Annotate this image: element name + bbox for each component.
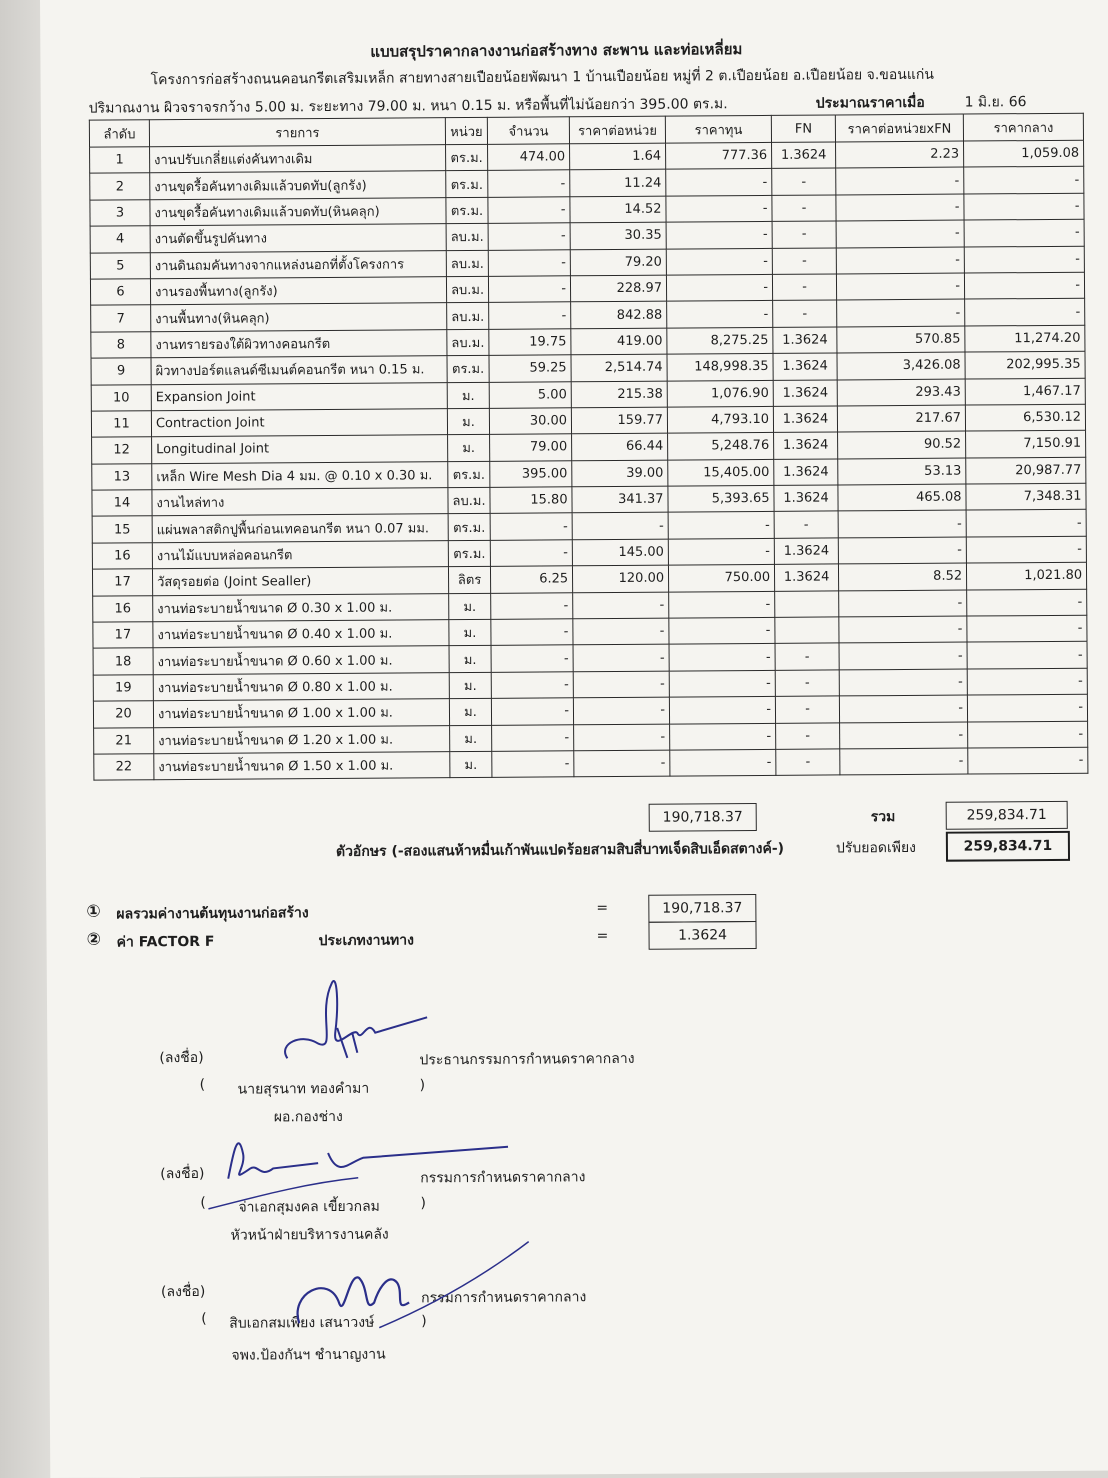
signer-name-3: สิบเอกสมเพียง เสนาวงษ์ — [229, 1314, 375, 1332]
cell-unit-price-fn: - — [839, 590, 967, 617]
cell-unit: ตร.ม. — [448, 540, 490, 567]
cell-row-no: 6 — [90, 279, 150, 306]
summary-item-2-eq: = — [596, 928, 609, 945]
cell-median-price: - — [967, 642, 1087, 669]
cell-row-no: 8 — [91, 331, 151, 358]
cell-fn: 1.3624 — [775, 564, 839, 591]
cell-cost: - — [670, 749, 776, 776]
cell-row-no: 16 — [93, 595, 153, 622]
cell-unit-price-fn: 3,426.08 — [837, 352, 965, 379]
cell-quantity: - — [491, 619, 573, 646]
cell-item-name: งานท่อระบายน้ำขนาด Ø 0.40 x 1.00 ม. — [153, 620, 449, 648]
cell-item-name: งานท่อระบายน้ำขนาด Ø 1.50 x 1.00 ม. — [154, 752, 450, 780]
cell-median-price: - — [968, 747, 1088, 774]
document-page — [40, 0, 1108, 1478]
cost-total: 190,718.37 — [649, 803, 757, 832]
cell-unit: ตร.ม. — [446, 197, 488, 224]
cell-row-no: 13 — [92, 463, 152, 490]
cell-fn — [775, 591, 839, 618]
table-row — [94, 747, 1088, 780]
cell-item-name: งานทรายรองใต้ผิวทางคอนกรีต — [151, 329, 447, 357]
cell-row-no: 11 — [91, 411, 151, 438]
cell-item-name: Expansion Joint — [151, 382, 447, 410]
cell-item-name: งานพื้นทาง(หินคลุก) — [151, 303, 447, 331]
cell-cost: - — [669, 670, 775, 697]
cell-unit-price-fn: - — [838, 537, 966, 564]
cell-row-no: 17 — [92, 569, 152, 596]
summary-item-2-label: ค่า FACTOR F — [116, 933, 215, 951]
cell-unit-price-fn: - — [838, 511, 966, 538]
cell-unit-price: - — [574, 724, 670, 751]
cell-quantity: - — [492, 751, 574, 778]
cell-unit-price-fn: 8.52 — [839, 563, 967, 590]
col-header-item: รายการ — [149, 118, 445, 147]
cell-fn: - — [776, 723, 840, 750]
cell-cost: - — [666, 195, 772, 222]
cell-fn: 1.3624 — [773, 353, 837, 380]
cell-median-price: 202,995.35 — [965, 351, 1085, 378]
cell-quantity: - — [488, 223, 570, 250]
cell-fn: - — [772, 221, 836, 248]
cell-median-price: - — [967, 694, 1087, 721]
table-body — [90, 140, 1088, 780]
cell-unit: ม. — [450, 725, 492, 752]
cell-unit-price-fn: 293.43 — [837, 379, 965, 406]
name-close-2: ) — [420, 1195, 426, 1212]
col-header-median-price: ราคากลาง — [963, 113, 1083, 141]
cell-fn: 1.3624 — [773, 406, 837, 433]
estimate-date — [816, 91, 1027, 114]
cell-quantity: - — [490, 513, 572, 540]
cell-median-price: - — [964, 193, 1084, 220]
cell-row-no: 19 — [93, 675, 153, 702]
position-2: หัวหน้าฝ่ายบริหารงานคลัง — [230, 1226, 389, 1244]
cell-cost: 5,248.76 — [668, 433, 774, 460]
name-open-2: ( — [200, 1194, 206, 1211]
cell-median-price: - — [967, 589, 1087, 616]
cell-unit: ลบ.ม. — [446, 224, 488, 251]
summary-item-2-type: ประเภทงานทาง — [318, 932, 415, 950]
cell-unit: ลบ.ม. — [448, 487, 490, 514]
cell-quantity: - — [488, 249, 570, 276]
cell-cost: - — [666, 169, 772, 196]
cell-row-no: 16 — [92, 543, 152, 570]
cell-item-name: วัสดุรอยต่อ (Joint Sealler) — [152, 567, 448, 595]
cell-fn: 1.3624 — [774, 538, 838, 565]
cell-cost: 4,793.10 — [667, 406, 773, 433]
cell-unit: ลบ.ม. — [447, 303, 489, 330]
position-1: ผอ.กองช่าง — [273, 1108, 343, 1126]
col-header-no: ลำดับ — [89, 120, 149, 147]
cell-unit: ม. — [450, 751, 492, 778]
col-header-unit-price-fn: ราคาต่อหน่วยxFN — [835, 114, 963, 142]
sum-label: รวม — [870, 809, 896, 826]
cell-row-no: 15 — [92, 516, 152, 543]
cell-quantity: - — [488, 170, 570, 197]
cell-quantity: - — [489, 302, 571, 329]
cell-cost: - — [669, 697, 775, 724]
cell-quantity: 474.00 — [488, 144, 570, 171]
cell-item-name: งานท่อระบายน้ำขนาด Ø 1.00 x 1.00 ม. — [153, 699, 449, 727]
cell-cost: 15,405.00 — [668, 459, 774, 486]
price-table — [89, 113, 1089, 781]
signature-2-icon — [188, 1122, 519, 1214]
cell-median-price: - — [966, 536, 1086, 563]
cell-cost: 8,275.25 — [667, 327, 773, 354]
cell-item-name: งานขุดรื้อคันทางเดิมแล้วบดทับ(ลูกรัง) — [150, 171, 446, 199]
cell-item-name: งานตัดขึ้นรูปคันทาง — [150, 224, 446, 252]
cell-item-name: งานไหล่ทาง — [152, 488, 448, 516]
cell-row-no: 2 — [90, 173, 150, 200]
cell-median-price: 1,467.17 — [965, 378, 1085, 405]
cell-quantity: 79.00 — [490, 434, 572, 461]
cell-unit: ม. — [447, 408, 489, 435]
cell-unit-price: - — [572, 513, 668, 540]
cell-fn — [775, 617, 839, 644]
cell-unit-price-fn: - — [836, 273, 964, 300]
cell-row-no: 5 — [90, 252, 150, 279]
cell-unit-price: 159.77 — [571, 407, 667, 434]
cell-item-name: งานรองพื้นทาง(ลูกรัง) — [150, 277, 446, 305]
cell-item-name: Contraction Joint — [151, 409, 447, 437]
cell-quantity: - — [489, 276, 571, 303]
cell-unit-price: 120.00 — [573, 565, 669, 592]
name-open-3: ( — [201, 1310, 207, 1327]
signer-name-1: นายสุรนาท ทองคำมา — [237, 1080, 370, 1098]
cell-item-name: แผ่นพลาสติกปูพื้นก่อนเทคอนกรีต หนา 0.07 มม. — [152, 514, 448, 542]
cell-median-price: - — [967, 615, 1087, 642]
name-close-1: ) — [419, 1077, 426, 1094]
cell-unit-price: 341.37 — [572, 486, 668, 513]
cell-median-price: 1,021.80 — [967, 562, 1087, 589]
role-1: ประธานกรรมการกำหนดราคากลาง — [419, 1050, 635, 1069]
cell-row-no: 3 — [90, 200, 150, 227]
cell-unit: ม. — [448, 435, 490, 462]
cell-unit: ม. — [449, 619, 491, 646]
cell-item-name: ผิวทางปอร์ตแลนด์ซีเมนต์คอนกรีต หนา 0.15 ม. — [151, 356, 447, 384]
cell-unit-price-fn: - — [836, 167, 964, 194]
cell-unit-price: - — [573, 618, 669, 645]
summary-item-1-label: ผลรวมค่างานต้นทุนงานก่อสร้าง — [116, 905, 309, 923]
summary-item-2-number: ② — [86, 929, 102, 950]
cell-unit-price: 419.00 — [571, 328, 667, 355]
cell-cost: - — [666, 274, 772, 301]
project-description: โครงการก่อสร้างถนนคอนกรีตเสริมเหล็ก สายทางสายเปือยน้อยพัฒนา 1 บ้านเปือยน้อย หมู่ที่ 2 ต.เปือยน้อย อ.เปือยน้อย จ.ขอนแก่น — [150, 66, 934, 89]
cell-unit-price: 30.35 — [570, 222, 666, 249]
cell-item-name: งานไม้แบบหล่อคอนกรีต — [152, 541, 448, 569]
cell-unit-price: - — [573, 645, 669, 672]
cell-unit: ตร.ม. — [446, 144, 488, 171]
cell-item-name: งานดินถมคันทางจากแหล่งนอกที่ตั้งโครงการ — [150, 250, 446, 278]
cell-item-name: งานท่อระบายน้ำขนาด Ø 0.80 x 1.00 ม. — [153, 672, 449, 700]
cell-median-price: - — [964, 272, 1084, 299]
position-3: จพง.ป้องกันฯ ชำนาญงาน — [231, 1346, 386, 1364]
cell-fn: - — [772, 168, 836, 195]
cell-cost: 777.36 — [666, 142, 772, 169]
cell-unit-price: 66.44 — [572, 433, 668, 460]
sign-label-1: (ลงชื่อ) — [159, 1049, 204, 1067]
cell-cost: - — [669, 644, 775, 671]
cell-cost: - — [666, 222, 772, 249]
cell-median-price: - — [968, 721, 1088, 748]
role-2: กรรมการกำหนดราคากลาง — [420, 1169, 586, 1187]
cell-quantity: 5.00 — [489, 381, 571, 408]
cell-median-price: - — [966, 510, 1086, 537]
sign-label-3: (ลงชื่อ) — [160, 1283, 206, 1301]
adjusted-label: ปรับยอดเพียง — [835, 839, 917, 857]
cell-unit-price: - — [573, 671, 669, 698]
cell-median-price: - — [964, 219, 1084, 246]
cell-unit-price: 1.64 — [570, 143, 666, 170]
summary-item-1-value: 190,718.37 — [648, 894, 756, 923]
cell-cost: 5,393.65 — [668, 485, 774, 512]
cell-fn: - — [774, 511, 838, 538]
cell-quantity: 19.75 — [489, 329, 571, 356]
cell-item-name: งานขุดรื้อคันทางเดิมแล้วบดทับ(หินคลุก) — [150, 197, 446, 225]
cell-quantity: - — [491, 698, 573, 725]
cell-unit: ลบ.ม. — [446, 250, 488, 277]
cell-fn: - — [776, 749, 840, 776]
cell-fn: 1.3624 — [774, 459, 838, 486]
cell-row-no: 22 — [94, 754, 154, 781]
cell-cost: - — [666, 248, 772, 275]
cell-median-price: 7,150.91 — [966, 431, 1086, 458]
cell-cost: 750.00 — [669, 565, 775, 592]
cell-median-price: 20,987.77 — [966, 457, 1086, 484]
estimate-date-value: 1 มิ.ย. 66 — [964, 94, 1027, 111]
cell-fn: - — [775, 643, 839, 670]
cell-row-no: 7 — [91, 305, 151, 332]
cell-unit-price-fn: - — [836, 194, 964, 221]
cell-median-price: - — [964, 246, 1084, 273]
cell-unit-price: 842.88 — [571, 301, 667, 328]
cell-fn: 1.3624 — [773, 379, 837, 406]
cell-fn: 1.3624 — [774, 485, 838, 512]
cell-median-price: - — [964, 167, 1084, 194]
cell-quantity: - — [491, 672, 573, 699]
cell-fn: - — [775, 670, 839, 697]
cell-unit-price: 2,514.74 — [571, 354, 667, 381]
cell-item-name: งานท่อระบายน้ำขนาด Ø 0.60 x 1.00 ม. — [153, 646, 449, 674]
summary-item-1-number: ① — [86, 901, 101, 922]
col-header-quantity: จำนวน — [487, 117, 569, 145]
cell-quantity: 30.00 — [489, 408, 571, 435]
col-header-unit: หน่วย — [445, 117, 487, 144]
cell-row-no: 18 — [93, 648, 153, 675]
adjusted-value: 259,834.71 — [946, 831, 1070, 862]
sign-label-2: (ลงชื่อ) — [160, 1165, 205, 1183]
cell-unit: ตร.ม. — [448, 461, 490, 488]
cell-cost: - — [670, 723, 776, 750]
cell-quantity: 395.00 — [490, 460, 572, 487]
cell-fn: - — [772, 248, 836, 275]
cell-quantity: - — [490, 540, 572, 567]
cell-cost: - — [668, 512, 774, 539]
cell-unit: ตร.ม. — [447, 355, 489, 382]
cell-row-no: 21 — [94, 727, 154, 754]
cell-unit-price: - — [573, 697, 669, 724]
cell-item-name: เหล็ก Wire Mesh Dia 4 มม. @ 0.10 x 0.30 ม. — [152, 461, 448, 489]
cell-row-no: 10 — [91, 384, 151, 411]
cell-item-name: งานท่อระบายน้ำขนาด Ø 1.20 x 1.00 ม. — [154, 725, 450, 753]
cell-unit-price: 228.97 — [571, 275, 667, 302]
sum-value: 259,834.71 — [946, 801, 1068, 830]
col-header-unit-price: ราคาต่อหน่วย — [569, 116, 665, 144]
cell-unit: ม. — [449, 646, 491, 673]
cell-unit-price: 14.52 — [570, 196, 666, 223]
cell-unit-price-fn: - — [839, 642, 967, 669]
cell-quantity: - — [488, 197, 570, 224]
cell-unit: ตร.ม. — [448, 514, 490, 541]
cell-quantity: - — [492, 724, 574, 751]
cell-cost: - — [667, 301, 773, 328]
cell-median-price: 11,274.20 — [965, 325, 1085, 352]
cell-unit-price-fn: - — [837, 299, 965, 326]
cell-row-no: 9 — [91, 358, 151, 385]
cell-unit-price-fn: - — [840, 748, 968, 775]
cell-unit: ลิตร — [448, 567, 490, 594]
cell-fn: - — [772, 274, 836, 301]
cell-unit: ม. — [449, 593, 491, 620]
cell-unit: ลบ.ม. — [446, 276, 488, 303]
cell-unit-price-fn: 2.23 — [836, 141, 964, 168]
signer-name-2: จ่าเอกสุมงคล เขี้ยวกลม — [238, 1198, 380, 1216]
cell-unit-price: 215.38 — [571, 381, 667, 408]
cell-cost: - — [668, 538, 774, 565]
cell-unit-price: - — [574, 750, 670, 777]
cell-item-name: งานท่อระบายน้ำขนาด Ø 0.30 x 1.00 ม. — [153, 593, 449, 621]
cell-unit-price-fn: 217.67 — [837, 405, 965, 432]
cell-unit-price-fn: - — [839, 669, 967, 696]
col-header-cost: ราคาทุน — [665, 115, 771, 143]
cell-quantity: - — [491, 592, 573, 619]
cell-item-name: Longitudinal Joint — [152, 435, 448, 463]
name-open-1: ( — [199, 1076, 206, 1093]
cell-unit-price-fn: 465.08 — [838, 484, 966, 511]
cell-unit-price-fn: - — [839, 616, 967, 643]
cell-median-price: - — [967, 668, 1087, 695]
cell-fn: 1.3624 — [772, 142, 836, 169]
cell-median-price: 1,059.08 — [964, 140, 1084, 167]
col-header-fn: FN — [771, 115, 835, 142]
cell-unit-price-fn: - — [839, 695, 967, 722]
role-3: กรรมการกำหนดราคากลาง — [421, 1289, 587, 1307]
cell-row-no: 17 — [93, 622, 153, 649]
cell-cost: 1,076.90 — [667, 380, 773, 407]
cell-unit-price: 145.00 — [572, 539, 668, 566]
cell-fn: - — [775, 696, 839, 723]
signature-1-icon — [277, 972, 438, 1093]
cell-row-no: 4 — [90, 226, 150, 253]
cell-unit-price: - — [573, 592, 669, 619]
document-title: แบบสรุปราคากลางงานก่อสร้างทาง สะพาน และท่อเหลี่ยม — [370, 40, 743, 61]
cell-unit-price: 79.20 — [570, 249, 666, 276]
cell-unit: ลบ.ม. — [447, 329, 489, 356]
cell-median-price: - — [965, 299, 1085, 326]
cell-fn: 1.3624 — [773, 327, 837, 354]
cell-unit: ม. — [449, 672, 491, 699]
cell-quantity: - — [491, 645, 573, 672]
cell-unit: ม. — [449, 699, 491, 726]
cell-quantity: 6.25 — [491, 566, 573, 593]
cell-row-no: 1 — [90, 147, 150, 174]
cell-median-price: 6,530.12 — [965, 404, 1085, 431]
cell-row-no: 12 — [92, 437, 152, 464]
cell-cost: - — [669, 591, 775, 618]
estimate-label: ประมาณราคาเมื่อ — [815, 94, 925, 112]
cell-median-price: 7,348.31 — [966, 483, 1086, 510]
cell-row-no: 20 — [93, 701, 153, 728]
name-close-3: ) — [421, 1313, 427, 1330]
amount-in-words: ตัวอักษร (-สองแสนห้าหมื่นเก้าพันแปดร้อยสามสิบสี่บาทเจ็ดสิบเอ็ดสตางค์-) — [335, 840, 785, 860]
cell-unit-price-fn: 90.52 — [838, 431, 966, 458]
cell-row-no: 14 — [92, 490, 152, 517]
cell-cost: 148,998.35 — [667, 354, 773, 381]
cell-fn: - — [772, 195, 836, 222]
cell-fn: 1.3624 — [774, 432, 838, 459]
cell-unit-price: 11.24 — [570, 170, 666, 197]
summary-item-2-value: 1.3624 — [648, 921, 756, 950]
cell-item-name: งานปรับเกลี่ยแต่งคันทางเดิม — [150, 145, 446, 173]
cell-cost: - — [669, 617, 775, 644]
summary-item-1-eq: = — [596, 900, 609, 917]
cell-unit-price-fn: - — [836, 220, 964, 247]
cell-unit: ม. — [447, 382, 489, 409]
work-quantity: ปริมาณงาน ผิวจราจรกว้าง 5.00 ม. ระยะทาง 79.00 ม. หนา 0.15 ม. หรือพื้นที่ไม่น้อยกว่า 395.00 ตร.ม. — [88, 96, 728, 117]
cell-unit-price-fn: - — [840, 722, 968, 749]
cell-quantity: 59.25 — [489, 355, 571, 382]
cell-unit-price-fn: - — [836, 247, 964, 274]
cell-unit-price: 39.00 — [572, 460, 668, 487]
cell-unit: ตร.ม. — [446, 171, 488, 198]
cell-unit-price-fn: 53.13 — [838, 458, 966, 485]
signature-3-icon — [279, 1232, 540, 1344]
cell-unit-price-fn: 570.85 — [837, 326, 965, 353]
cell-fn: - — [773, 300, 837, 327]
cell-quantity: 15.80 — [490, 487, 572, 514]
